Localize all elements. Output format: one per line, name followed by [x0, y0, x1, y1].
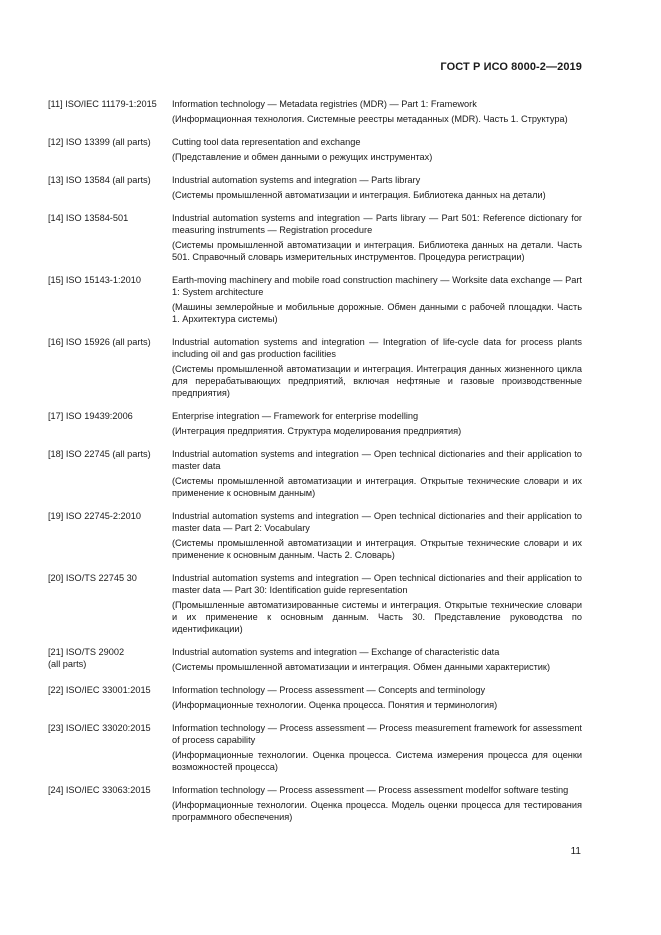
- reference-title-ru: (Информационные технологии. Оценка процесса. Система измерения процесса для оценки возможностей процесса): [172, 750, 582, 772]
- reference-title-ru: (Информационные технологии. Оценка процесса. Понятия и терминология): [172, 700, 498, 710]
- reference-designation: [13] ISO 13584 (all parts): [48, 175, 151, 185]
- reference-title-en: Industrial automation systems and integration — Open technical dictionaries and their application to master data: [172, 449, 582, 471]
- reference-title-en: Industrial automation systems and integration — Open technical dictionaries and their application to master data — Part 30: Identification guide representation: [172, 573, 582, 595]
- bibliography-entry: [48, 136, 582, 163]
- reference-title-en: Industrial automation systems and integration — Parts library — Part 501: Reference dictionary for measuring instruments — Registration procedure: [172, 213, 582, 235]
- bibliography-entry: [48, 784, 582, 823]
- bibliography-entry: [48, 722, 582, 773]
- reference-designation: [23] ISO/IEC 33020:2015: [48, 723, 151, 733]
- bibliography-entry: [48, 510, 582, 561]
- reference-title-ru: (Промышленные автоматизированные системы и интеграция. Открытые технические словари и их применение к основным данным. Часть 30. Представление руководства по идентификации): [172, 600, 582, 634]
- reference-designation: [11] ISO/IEC 11179-1:2015: [48, 99, 157, 109]
- reference-title-ru: (Системы промышленной автоматизации и интеграция. Библиотека данных на детали. Часть 501. Справочный словарь измерительных инструментов. Процедура регистрации): [172, 240, 582, 262]
- bibliography-entry: [48, 336, 582, 399]
- reference-designation: [18] ISO 22745 (all parts): [48, 449, 151, 459]
- reference-title-ru: (Машины землеройные и мобильные дорожные. Обмен данными с рабочей площадки. Часть 1. Архитектура системы): [172, 302, 582, 324]
- bibliography-entry: [48, 572, 582, 635]
- reference-designation: [12] ISO 13399 (all parts): [48, 137, 151, 147]
- reference-title-en: Industrial automation systems and integration — Parts library: [172, 175, 421, 185]
- bibliography-entry: [48, 646, 582, 673]
- reference-title-en: Information technology — Process assessment — Process measurement framework for assessment of process capability: [172, 723, 582, 745]
- reference-title-ru: (Системы промышленной автоматизации и интеграция. Библиотека данных на детали): [172, 190, 546, 200]
- reference-title-ru: (Информационные технологии. Оценка процесса. Модель оценки процесса для тестирования программного обеспечения): [172, 800, 582, 822]
- reference-title-ru: (Системы промышленной автоматизации и интеграция. Открытые технические словари и их применение к основным данным. Часть 2. Словарь): [172, 538, 582, 560]
- reference-title-en: Industrial automation systems and integration — Integration of life-cycle data for process plants including oil and gas production facilities: [172, 337, 582, 359]
- reference-title-en: Cutting tool data representation and exchange: [172, 137, 361, 147]
- bibliography-entry: [48, 98, 582, 125]
- reference-title-en: Industrial automation systems and integration — Exchange of characteristic data: [172, 647, 500, 657]
- reference-designation: [24] ISO/IEC 33063:2015: [48, 785, 151, 795]
- reference-title-en: Enterprise integration — Framework for enterprise modelling: [172, 411, 419, 421]
- reference-designation: [20] ISO/TS 22745 30: [48, 573, 137, 583]
- bibliography-entry: [48, 174, 582, 201]
- reference-title-ru: (Представление и обмен данными о режущих инструментах): [172, 152, 433, 162]
- reference-title-en: Earth-moving machinery and mobile road construction machinery — Worksite data exchange — Part 1: System architecture: [172, 275, 582, 297]
- reference-designation: [19] ISO 22745-2:2010: [48, 511, 141, 521]
- reference-designation: [17] ISO 19439:2006: [48, 411, 133, 421]
- reference-designation: [14] ISO 13584-501: [48, 213, 129, 223]
- document-code: ГОСТ Р ИСО 8000-2—2019: [440, 61, 582, 73]
- bibliography-entry: [48, 684, 582, 711]
- reference-title-en: Information technology — Process assessment — Process assessment modelfor software testing: [172, 785, 569, 795]
- reference-title-ru: (Системы промышленной автоматизации и интеграция. Интеграция данных жизненного цикла для перерабатывающих предприятий, включая нефтяные и газовые производственные предприятия): [172, 364, 582, 398]
- reference-title-ru: (Информационная технология. Системные реестры метаданных (MDR). Часть 1. Структура): [172, 114, 568, 124]
- bibliography-entry: [48, 410, 582, 437]
- bibliography-entry: [48, 274, 582, 325]
- reference-title-ru: (Системы промышленной автоматизации и интеграция. Обмен данными характеристик): [172, 662, 551, 672]
- reference-title-en: Industrial automation systems and integration — Open technical dictionaries and their application to master data — Part 2: Vocabulary: [172, 511, 582, 533]
- reference-title-ru: (Интеграция предприятия. Структура моделирования предприятия): [172, 426, 462, 436]
- reference-title-en: Information technology — Metadata registries (MDR) — Part 1: Framework: [172, 99, 477, 109]
- reference-title-en: Information technology — Process assessment — Concepts and terminology: [172, 685, 486, 695]
- reference-designation: [15] ISO 15143-1:2010: [48, 275, 141, 285]
- bibliography-entry: [48, 448, 582, 499]
- reference-title-ru: (Системы промышленной автоматизации и интеграция. Открытые технические словари и их применение к основным данным): [172, 476, 582, 498]
- reference-designation: [16] ISO 15926 (all parts): [48, 337, 151, 347]
- bibliography-entry: [48, 212, 582, 263]
- reference-designation: [22] ISO/IEC 33001:2015: [48, 685, 151, 695]
- reference-designation: [21] ISO/TS 29002 (all parts): [48, 647, 125, 669]
- page-number: 11: [570, 846, 581, 857]
- bibliography-list: [48, 98, 582, 834]
